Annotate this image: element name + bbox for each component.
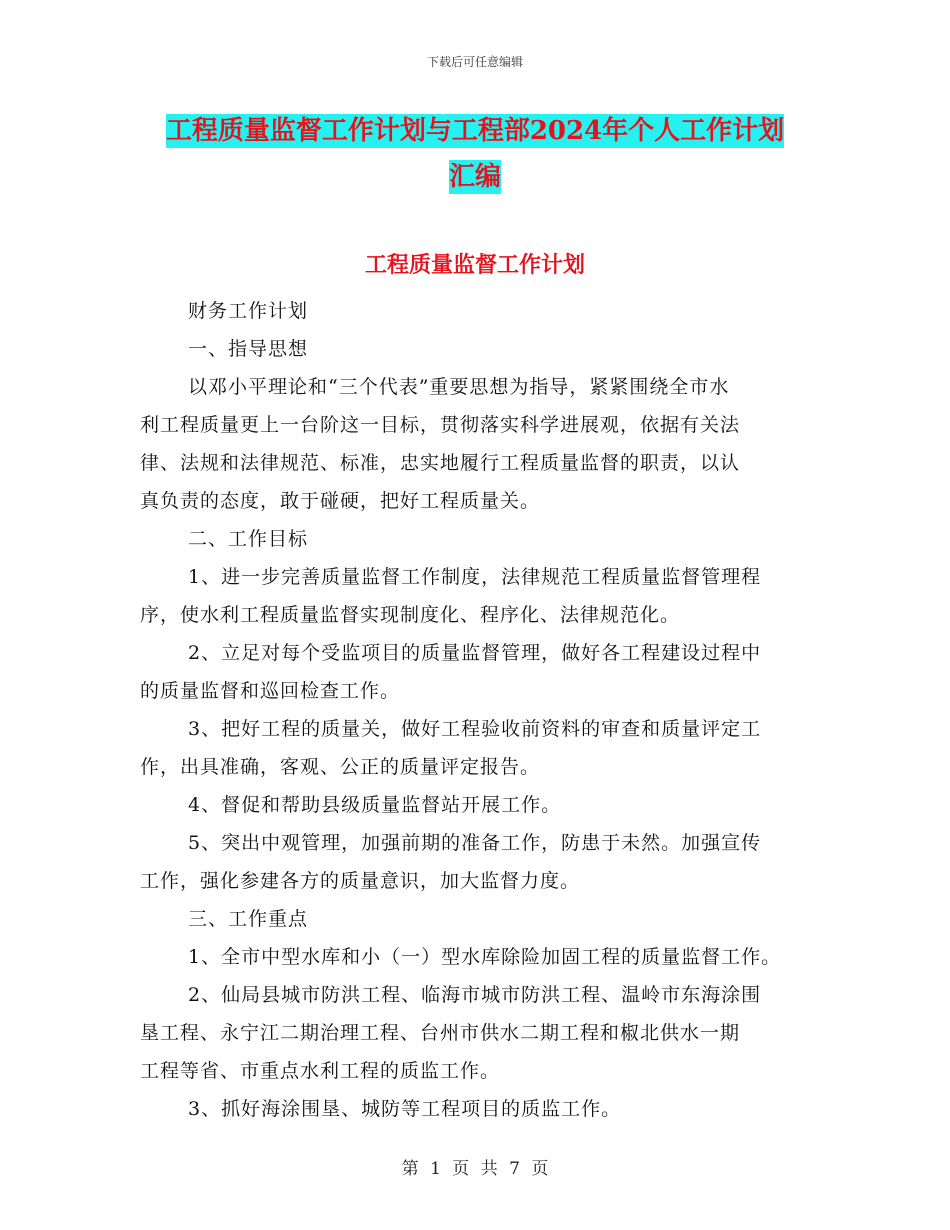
body-line: 二、工作目标: [188, 528, 309, 550]
body-line: 5、突出中观管理，加强前期的准备工作，防患于未然。加强宣传: [188, 832, 762, 854]
page-number-footer: 第 1 页 共 7 页: [401, 1159, 549, 1179]
body-line: 财务工作计划: [188, 300, 309, 322]
body-line: 1、全市中型水库和小（一）型水库除险加固工程的质量监督工作。: [188, 946, 782, 968]
body-line: 1、进一步完善质量监督工作制度，法律规范工程质量监督管理程: [188, 566, 762, 588]
body-line: 一、指导思想: [188, 338, 309, 360]
body-line: 3、抓好海涂围垦、城防等工程项目的质监工作。: [188, 1098, 622, 1120]
body-line: 序，使水利工程质量监督实现制度化、程序化、法律规范化。: [140, 604, 681, 626]
document-body: [140, 292, 820, 1128]
body-line: 工程等省、市重点水利工程的质监工作。: [140, 1060, 501, 1082]
body-line: 4、督促和帮助县级质量监督站开展工作。: [188, 794, 562, 816]
document-title-line-1: 工程质量监督工作计划与工程部2024年个人工作计划: [165, 116, 785, 146]
body-line: 利工程质量更上一台阶这一目标，贯彻落实科学进展观，依据有关法: [140, 414, 741, 436]
body-line: 2、立足对每个受监项目的质量监督管理，做好各工程建设过程中: [188, 642, 762, 664]
body-line: 律、法规和法律规范、标准，忠实地履行工程质量监督的职责，以认: [140, 452, 741, 474]
document-title: [140, 108, 810, 200]
body-line: 3、把好工程的质量关，做好工程验收前资料的审查和质量评定工: [188, 718, 762, 740]
section-title: 工程质量监督工作计划: [364, 252, 585, 278]
body-line: 三、工作重点: [188, 908, 309, 930]
document-title-line-2: 汇编: [448, 162, 501, 192]
body-line: 的质量监督和巡回检查工作。: [140, 680, 401, 702]
body-line: 以邓小平理论和“三个代表”重要思想为指导，紧紧围绕全市水: [188, 376, 730, 398]
body-line: 2、仙局县城市防洪工程、临海市城市防洪工程、温岭市东海涂围: [188, 984, 762, 1006]
body-line: 垦工程、永宁江二期治理工程、台州市供水二期工程和椒北供水一期: [140, 1022, 741, 1044]
body-line: 工作，强化参建各方的质量意识，加大监督力度。: [140, 870, 581, 892]
body-line: 作，出具准确，客观、公正的质量评定报告。: [140, 756, 541, 778]
page-header-note: 下载后可任意编辑: [426, 55, 523, 69]
body-line: 真负责的态度，敢于碰硬，把好工程质量关。: [140, 490, 541, 512]
